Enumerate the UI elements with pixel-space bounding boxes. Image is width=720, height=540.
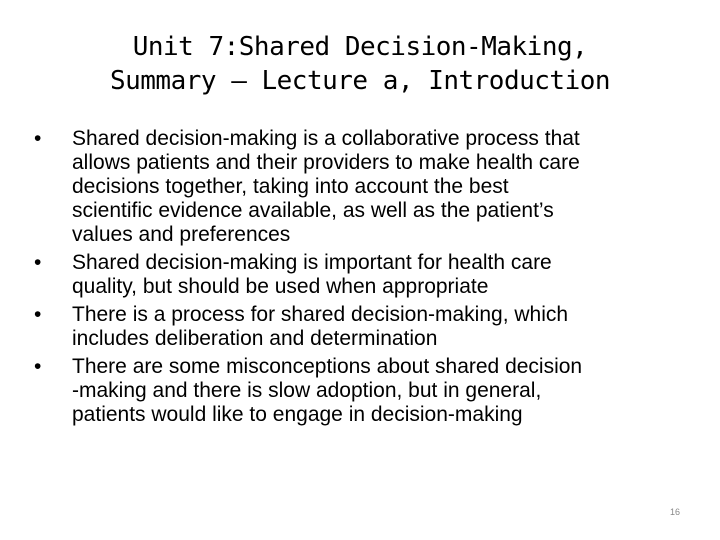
bullet-line: scientific evidence available, as well as the patient’s <box>72 199 554 222</box>
title-line: Summary – Lecture a, Introduction <box>109 66 611 96</box>
bullet-list <box>34 127 694 431</box>
bullet-marker: • <box>34 127 42 150</box>
bullet-marker: • <box>34 251 42 274</box>
bullet-line: patients would like to engage in decision-making <box>72 403 523 426</box>
bullet-marker: • <box>34 303 42 326</box>
bullet-item <box>34 251 694 299</box>
bullet-item <box>34 127 694 247</box>
bullet-line: Shared decision-making is a collaborative process that <box>72 127 580 150</box>
title-line: Unit 7:Shared Decision-Making, <box>132 32 588 62</box>
bullet-line: decisions together, taking into account the best <box>72 175 509 198</box>
bullet-line: includes deliberation and determination <box>72 327 438 350</box>
bullet-line: -making and there is slow adoption, but in general, <box>72 379 542 402</box>
bullet-item <box>34 303 694 351</box>
bullet-line: There is a process for shared decision-making, which <box>72 303 569 326</box>
bullet-marker: • <box>34 355 42 378</box>
page-number: 16 <box>669 507 680 517</box>
bullet-line: There are some misconceptions about shared decision <box>72 355 583 378</box>
bullet-line: Shared decision-making is important for health care <box>72 251 552 274</box>
bullet-line: allows patients and their providers to make health care <box>72 151 580 174</box>
bullet-item <box>34 355 694 427</box>
slide-title <box>40 30 680 98</box>
bullet-line: quality, but should be used when appropriate <box>72 275 489 298</box>
bullet-line: values and preferences <box>72 223 291 246</box>
